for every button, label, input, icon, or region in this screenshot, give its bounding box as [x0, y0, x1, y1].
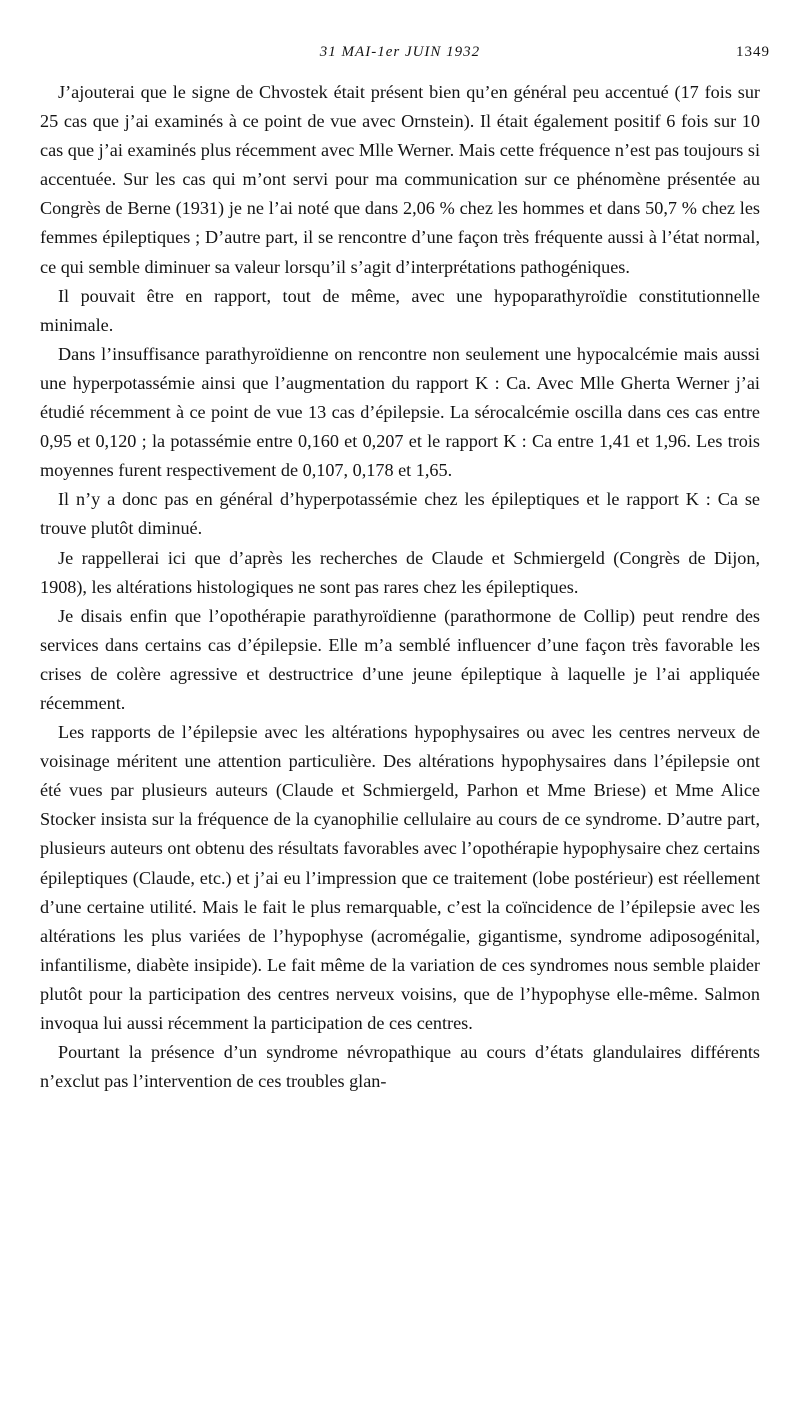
paragraph-hypophysis: Les rapports de l’épilepsie avec les altérations hypophysaires ou avec les centres nerveux de voisinage méritent une attention particulière. Des altérations hypophysaires dans l’épilepsie ont été vues par plusieurs auteurs (Claude et Schmiergeld, Parhon et Mme Briese) et Mme Alice Stocker insista sur la fréquence de la cyanophilie cellulaire au cours de ce syndrome. D’autre part, plusieurs auteurs ont obtenu des résultats favorables avec l’opothérapie hypophysaire chez certains épileptiques (Claude, etc.) et j’ai eu l’impression que ce traitement (lobe postérieur) est réellement d’une certaine utilité. Mais le fait le plus remarquable, c’est la coïncidence de l’épilepsie avec les altérations les plus variées de l’hypophyse (acromégalie, gigantisme, syndrome adiposogénital, infantilisme, diabète insipide). Le fait même de la variation de ces syndromes nous semble plaider plutôt pour la participation des centres nerveux voisins, que de l’hypophyse elle-même. Salmon invoqua lui aussi récemment la participation de ces centres.: [40, 722, 760, 1033]
paragraph-opotherapy: Je disais enfin que l’opothérapie parathyroïdienne (parathormone de Collip) peut rendre des services dans certains cas d’épilepsie. Elle m’a semblé influencer d’une façon très favorable les crises de colère agressive et destructrice d’une jeune épileptique à laquelle je l’ai appliquée récemment.: [40, 605, 760, 713]
paragraph-calcemia-potassemia: Dans l’insuffisance parathyroïdienne on rencontre non seulement une hypocalcémie mais aussi une hyperpotassémie ainsi que l’augmentation du rapport K : Ca. Avec Mlle Gherta Werner j’ai étudié récemment à ce point de vue 13 cas d’épilepsie. La sérocalcémie oscilla dans ces cas entre 0,95 et 0,120 ; la potassémie entre 0,160 et 0,207 et le rapport K : Ca entre 1,41 et 1,96. Les trois moyennes furent respectivement de 0,107, 0,178 et 1,65.: [40, 343, 760, 481]
paragraph-ratio-conclusion: Il n’y a donc pas en général d’hyperpotassémie chez les épileptiques et le rapport K : Ca se trouve plutôt diminué.: [40, 489, 760, 539]
header-date: 31 MAI-1er JUIN 1932: [319, 44, 481, 60]
article-body: [40, 78, 760, 1096]
paragraph-chvostek-sign: J’ajouterai que le signe de Chvostek était présent bien qu’en général peu accentué (17 fois sur 25 cas que j’ai examinés à ce point de vue avec Ornstein). Il était également positif 6 fois sur 10 cas que j’ai examinés plus récemment avec Mlle Werner. Mais cette fréquence n’est pas toujours si accentuée. Sur les cas qui m’ont servi pour ma communication sur ce phénomène présentée au Congrès de Berne (1931) je ne l’ai noté que dans 2,06 % chez les hommes et dans 50,7 % chez les femmes épileptiques ; D’autre part, il se rencontre d’une façon très fréquente aussi à l’état normal, ce qui semble diminuer sa valeur lorsqu’il s’agit d’interprétations pathogéniques.: [40, 82, 760, 277]
running-header: [30, 44, 770, 66]
page-number: 1349: [736, 44, 770, 60]
paragraph-neuropathic-syndrome: Pourtant la présence d’un syndrome névropathique au cours d’états glandulaires différents n’exclut pas l’intervention de ces troubles glan-: [40, 1042, 760, 1092]
paragraph-hypoparathyroidism: Il pouvait être en rapport, tout de même, avec une hypoparathyroïdie constitutionnelle minimale.: [40, 285, 760, 335]
paragraph-histology: Je rappellerai ici que d’après les recherches de Claude et Schmiergeld (Congrès de Dijon, 1908), les altérations histologiques ne sont pas rares chez les épileptiques.: [40, 547, 760, 597]
